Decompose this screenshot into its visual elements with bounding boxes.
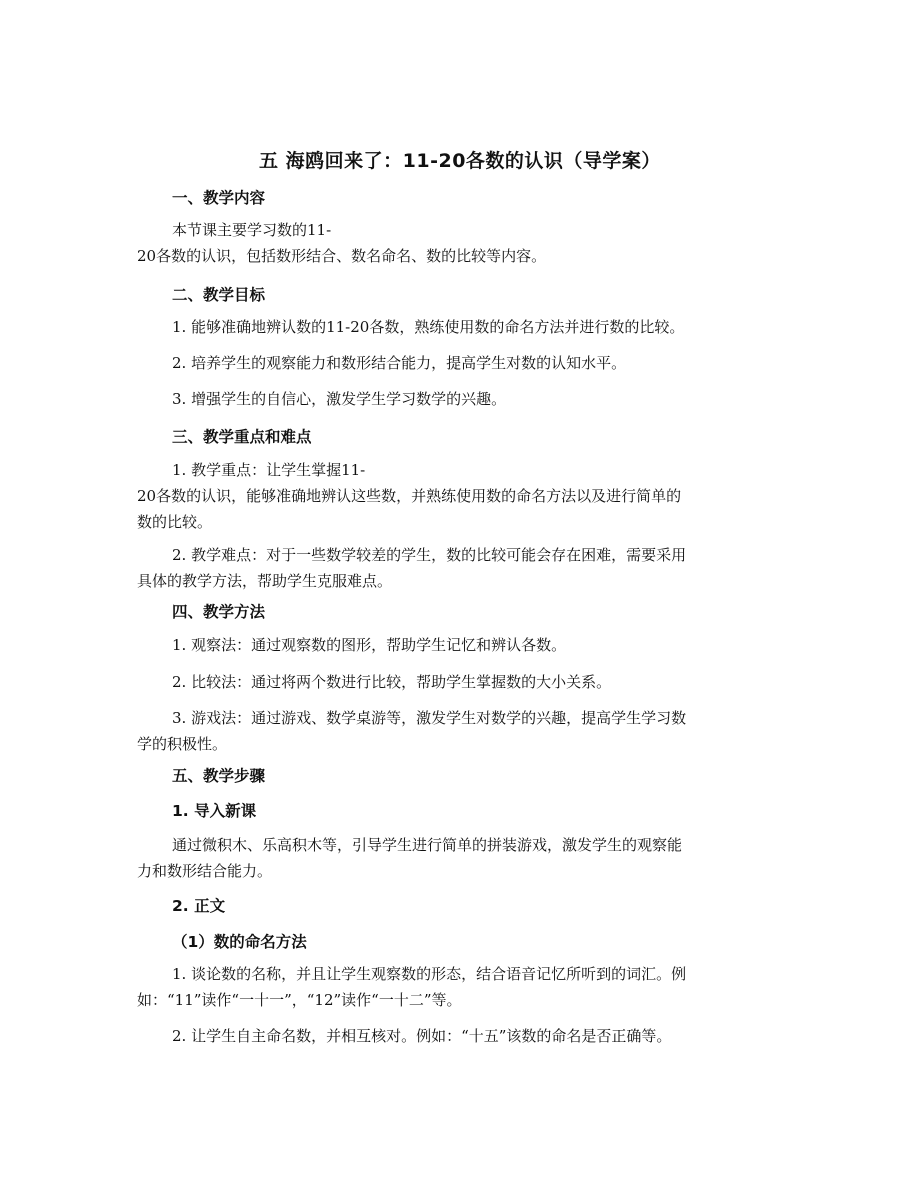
goal-item-3: 3. 增强学生的自信心，激发学生学习数学的兴趣。	[172, 390, 507, 408]
sub-1-heading: （1）数的命名方法	[172, 933, 307, 951]
step-1-line1: 通过微积木、乐高积木等，引导学生进行简单的拼装游戏，激发学生的观察能	[172, 836, 683, 854]
key-point-line2: 20各数的认识，能够准确地辨认这些数，并熟练使用数的命名方法以及进行简单的	[137, 487, 682, 505]
key-point-line3: 数的比较。	[137, 513, 213, 531]
section-heading-content: 一、教学内容	[172, 189, 266, 207]
sub-1-item-1-line1: 1. 谈论数的名称，并且让学生观察数的形态，结合语音记忆所听到的词汇。例	[172, 965, 687, 983]
difficulty-line2: 具体的教学方法，帮助学生克服难点。	[137, 572, 393, 590]
key-point-line1: 1. 教学重点：让学生掌握11-	[172, 461, 366, 479]
document-title: 五 海鸥回来了：11-20各数的认识（导学案）	[259, 150, 661, 172]
sub-1-item-1-line2: 如：“11”读作“一十一”，“12”读作“一十二”等。	[137, 991, 462, 1009]
section-heading-key-points: 三、教学重点和难点	[172, 428, 312, 446]
method-item-3-line1: 3. 游戏法：通过游戏、数学桌游等，激发学生对数学的兴趣，提高学生学习数	[172, 709, 687, 727]
sub-1-item-2: 2. 让学生自主命名数，并相互核对。例如：“十五”该数的命名是否正确等。	[172, 1027, 672, 1045]
goal-item-1: 1. 能够准确地辨认数的11-20各数，熟练使用数的命名方法并进行数的比较。	[172, 318, 685, 336]
method-item-1: 1. 观察法：通过观察数的图形，帮助学生记忆和辨认各数。	[172, 636, 567, 654]
content-paragraph-line1: 本节课主要学习数的11-	[172, 221, 332, 239]
method-item-3-line2: 学的积极性。	[137, 735, 228, 753]
content-paragraph-line2: 20各数的认识，包括数形结合、数名命名、数的比较等内容。	[137, 247, 547, 265]
method-item-2: 2. 比较法：通过将两个数进行比较，帮助学生掌握数的大小关系。	[172, 673, 612, 691]
section-heading-methods: 四、教学方法	[172, 603, 266, 621]
goal-item-2: 2. 培养学生的观察能力和数形结合能力，提高学生对数的认知水平。	[172, 354, 627, 372]
section-heading-goals: 二、教学目标	[172, 286, 266, 304]
difficulty-line1: 2. 教学难点：对于一些数学较差的学生，数的比较可能会存在困难，需要采用	[172, 546, 687, 564]
step-2-heading: 2. 正文	[172, 897, 226, 915]
section-heading-steps: 五、教学步骤	[172, 767, 266, 785]
step-1-line2: 力和数形结合能力。	[137, 862, 273, 880]
step-1-heading: 1. 导入新课	[172, 802, 257, 820]
